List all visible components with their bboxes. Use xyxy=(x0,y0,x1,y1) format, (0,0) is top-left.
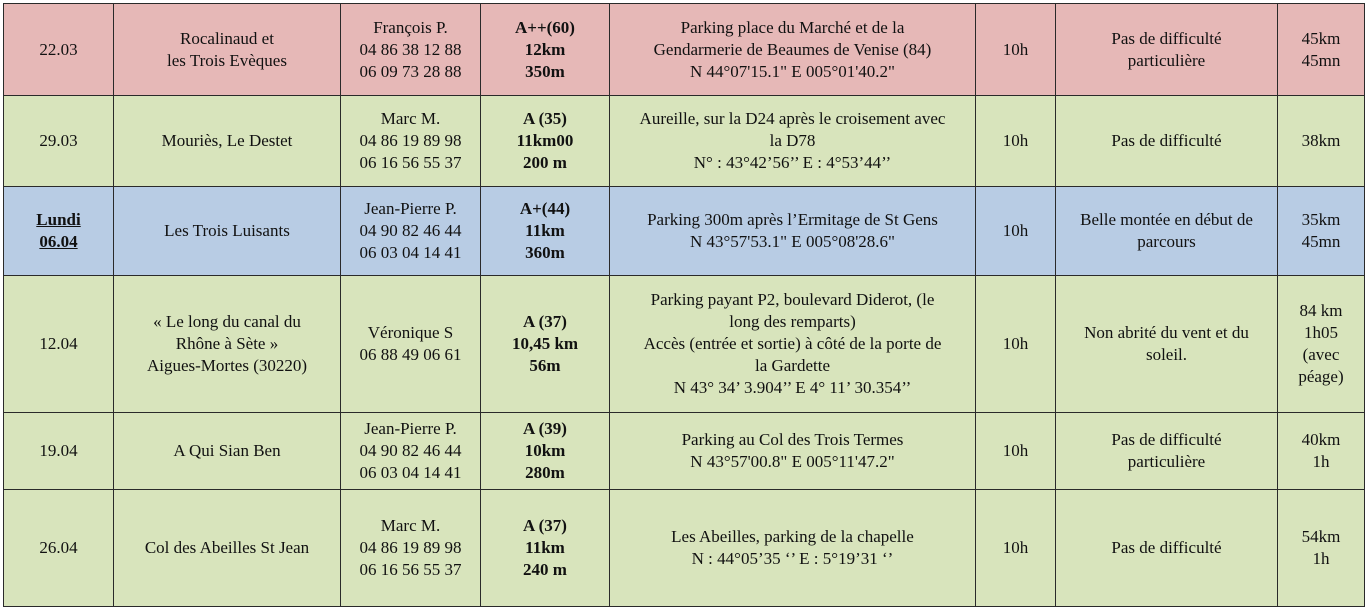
contact-cell: Marc M. 04 86 19 89 98 06 16 56 55 37 xyxy=(341,490,481,607)
level-cell: A++(60) 12km 350m xyxy=(481,4,610,96)
level-cell: A (37) 10,45 km 56m xyxy=(481,276,610,413)
hike-schedule-table xyxy=(3,3,1365,607)
date-cell: 29.03 xyxy=(4,96,114,187)
level-cell: A (37) 11km 240 m xyxy=(481,490,610,607)
contact-cell: Jean-Pierre P. 04 90 82 46 44 06 03 04 14 41 xyxy=(341,413,481,490)
date-cell: 19.04 xyxy=(4,413,114,490)
date-cell: Lundi 06.04 xyxy=(4,187,114,276)
hike-name-cell: Col des Abeilles St Jean xyxy=(114,490,341,607)
travel-cell: 84 km 1h05 (avec péage) xyxy=(1278,276,1365,413)
meeting-point-cell: Parking au Col des Trois Termes N 43°57'00.8" E 005°11'47.2" xyxy=(610,413,976,490)
table-row xyxy=(4,4,1365,96)
date-cell: 22.03 xyxy=(4,4,114,96)
difficulty-cell: Pas de difficulté xyxy=(1056,96,1278,187)
time-cell: 10h xyxy=(976,490,1056,607)
level-cell: A+(44) 11km 360m xyxy=(481,187,610,276)
hike-name-cell: Mouriès, Le Destet xyxy=(114,96,341,187)
difficulty-cell: Pas de difficulté particulière xyxy=(1056,4,1278,96)
travel-cell: 35km 45mn xyxy=(1278,187,1365,276)
travel-cell: 38km xyxy=(1278,96,1365,187)
hike-name-cell: Rocalinaud et les Trois Evèques xyxy=(114,4,341,96)
level-cell: A (35) 11km00 200 m xyxy=(481,96,610,187)
meeting-point-cell: Parking payant P2, boulevard Diderot, (le long des remparts) Accès (entrée et sortie) à côté de la porte de la Gardette N 43° 34’ 3.904’’ E 4° 11’ 30.354’’ xyxy=(610,276,976,413)
contact-cell: François P. 04 86 38 12 88 06 09 73 28 88 xyxy=(341,4,481,96)
meeting-point-cell: Parking 300m après l’Ermitage de St Gens N 43°57'53.1" E 005°08'28.6" xyxy=(610,187,976,276)
difficulty-cell: Non abrité du vent et du soleil. xyxy=(1056,276,1278,413)
difficulty-cell: Pas de difficulté xyxy=(1056,490,1278,607)
travel-cell: 40km 1h xyxy=(1278,413,1365,490)
difficulty-cell: Pas de difficulté particulière xyxy=(1056,413,1278,490)
time-cell: 10h xyxy=(976,187,1056,276)
table-row xyxy=(4,96,1365,187)
meeting-point-cell: Parking place du Marché et de la Gendarmerie de Beaumes de Venise (84) N 44°07'15.1" E 005°01'40.2" xyxy=(610,4,976,96)
contact-cell: Jean-Pierre P. 04 90 82 46 44 06 03 04 14 41 xyxy=(341,187,481,276)
travel-cell: 45km 45mn xyxy=(1278,4,1365,96)
table-row xyxy=(4,490,1365,607)
hike-name-cell: A Qui Sian Ben xyxy=(114,413,341,490)
travel-cell: 54km 1h xyxy=(1278,490,1365,607)
table-row xyxy=(4,276,1365,413)
meeting-point-cell: Les Abeilles, parking de la chapelle N : 44°05’35 ‘’ E : 5°19’31 ‘’ xyxy=(610,490,976,607)
time-cell: 10h xyxy=(976,96,1056,187)
level-cell: A (39) 10km 280m xyxy=(481,413,610,490)
time-cell: 10h xyxy=(976,4,1056,96)
meeting-point-cell: Aureille, sur la D24 après le croisement avec la D78 N° : 43°42’56’’ E : 4°53’44’’ xyxy=(610,96,976,187)
table-row xyxy=(4,413,1365,490)
date-cell: 12.04 xyxy=(4,276,114,413)
hike-name-cell: « Le long du canal du Rhône à Sète » Aigues-Mortes (30220) xyxy=(114,276,341,413)
difficulty-cell: Belle montée en début de parcours xyxy=(1056,187,1278,276)
time-cell: 10h xyxy=(976,413,1056,490)
contact-cell: Véronique S 06 88 49 06 61 xyxy=(341,276,481,413)
table-row xyxy=(4,187,1365,276)
contact-cell: Marc M. 04 86 19 89 98 06 16 56 55 37 xyxy=(341,96,481,187)
hike-name-cell: Les Trois Luisants xyxy=(114,187,341,276)
date-cell: 26.04 xyxy=(4,490,114,607)
time-cell: 10h xyxy=(976,276,1056,413)
